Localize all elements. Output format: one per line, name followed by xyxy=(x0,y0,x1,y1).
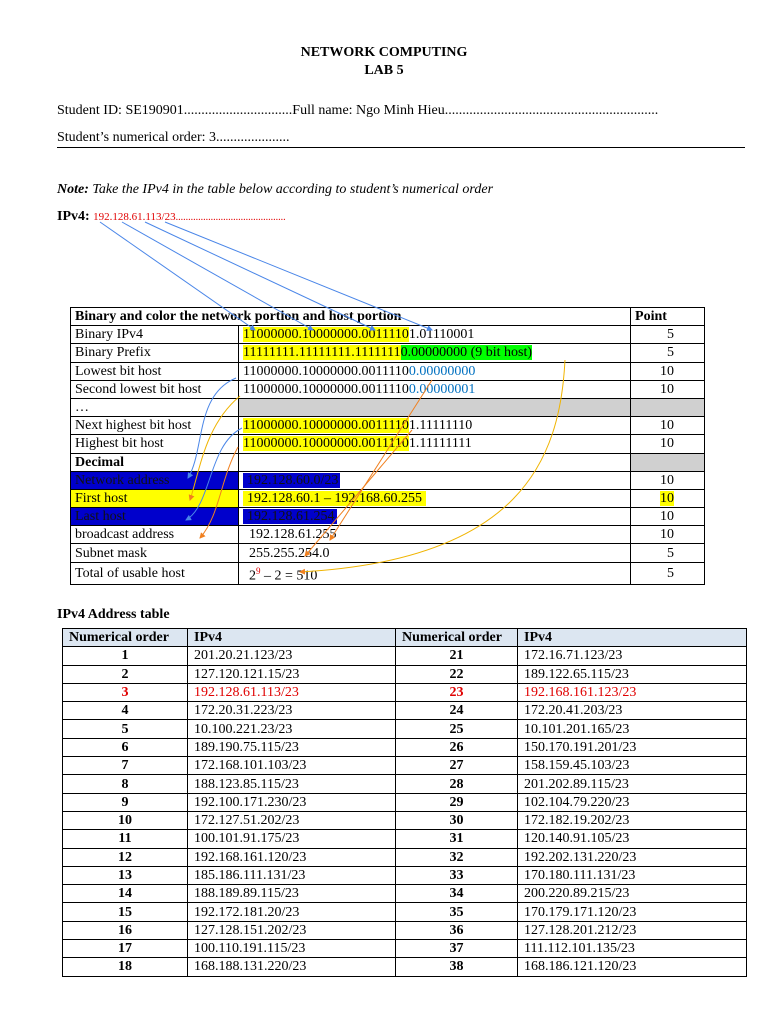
page-title: NETWORK COMPUTING xyxy=(300,45,468,60)
note-label: Note: xyxy=(57,182,89,197)
order-cell: 26 xyxy=(396,738,518,756)
row-label: Subnet mask xyxy=(71,544,239,562)
row-first-host xyxy=(71,489,705,507)
row-broadcast xyxy=(71,526,705,544)
order-cell: 29 xyxy=(396,793,518,811)
order-cell: 2 xyxy=(63,665,188,683)
table-row xyxy=(63,702,747,720)
order-cell: 14 xyxy=(63,885,188,903)
decimal-fill xyxy=(631,453,705,471)
ipv4-cell: 188.189.89.115/23 xyxy=(188,885,396,903)
column-header: Numerical order xyxy=(396,629,518,647)
ipv4-cell: 10.101.201.165/23 xyxy=(518,720,747,738)
row-point: 10 xyxy=(631,417,705,435)
row-binary-ipv4 xyxy=(71,326,705,344)
order-cell: 18 xyxy=(63,958,188,976)
table-row xyxy=(63,903,747,921)
host-portion: 0.00000001 xyxy=(408,381,476,397)
ipv4-cell: 192.128.61.113/23 xyxy=(188,683,396,701)
row-label: Binary Prefix xyxy=(71,344,239,362)
table-row xyxy=(63,793,747,811)
row-last-host xyxy=(71,508,705,526)
order-cell: 36 xyxy=(396,921,518,939)
ipv4-cell: 188.123.85.115/23 xyxy=(188,775,396,793)
network-address-value: 192.128.60.0/23 xyxy=(243,473,340,488)
row-label: Next highest bit host xyxy=(71,417,239,435)
ipv4-cell: 172.20.31.223/23 xyxy=(188,702,396,720)
address-table-body xyxy=(63,647,747,976)
page-subtitle: LAB 5 xyxy=(364,63,404,78)
order-cell: 8 xyxy=(63,775,188,793)
ipv4-cell: 127.128.201.212/23 xyxy=(518,921,747,939)
ipv4-cell: 189.190.75.115/23 xyxy=(188,738,396,756)
row-label: Last host xyxy=(71,508,239,526)
order-cell: 34 xyxy=(396,885,518,903)
note-text: Take the IPv4 in the table below according to student’s numerical order xyxy=(88,182,494,197)
ipv4-cell: 201.20.21.123/23 xyxy=(188,647,396,665)
row-point: 10 xyxy=(631,380,705,398)
ipv4-dots: ............................................ xyxy=(175,212,286,223)
row-point: 5 xyxy=(631,326,705,344)
ipv4-cell: 168.186.121.120/23 xyxy=(518,958,747,976)
row-label: Second lowest bit host xyxy=(71,380,239,398)
row-label: Lowest bit host xyxy=(71,362,239,380)
row-value xyxy=(239,362,631,380)
row-decimal-header xyxy=(71,453,705,471)
host-portion: 0.00000000 xyxy=(408,363,476,379)
table-row xyxy=(63,921,747,939)
table-row xyxy=(63,720,747,738)
row-point xyxy=(631,489,705,507)
ipv4-cell: 185.186.111.131/23 xyxy=(188,866,396,884)
ipv4-cell: 127.120.121.15/23 xyxy=(188,665,396,683)
order-cell: 28 xyxy=(396,775,518,793)
ipv4-cell: 200.220.89.215/23 xyxy=(518,885,747,903)
row-highest-host xyxy=(71,435,705,453)
row-point: 10 xyxy=(631,526,705,544)
row-label: Network address xyxy=(71,471,239,489)
order-cell: 31 xyxy=(396,830,518,848)
network-portion: 11111111.11111111.1111111 xyxy=(243,345,401,361)
order-cell: 9 xyxy=(63,793,188,811)
ellipsis: … xyxy=(71,398,239,416)
row-value xyxy=(239,380,631,398)
ipv4-cell: 172.182.19.202/23 xyxy=(518,811,747,829)
order-cell: 33 xyxy=(396,866,518,884)
order-cell: 4 xyxy=(63,702,188,720)
ipv4-cell: 172.127.51.202/23 xyxy=(188,811,396,829)
network-portion: 11000000.10000000.0011110 xyxy=(243,363,409,379)
row-value xyxy=(239,508,631,526)
row-point: 5 xyxy=(631,344,705,362)
order-cell: 30 xyxy=(396,811,518,829)
row-binary-prefix xyxy=(71,344,705,362)
ipv4-cell: 201.202.89.115/23 xyxy=(518,775,747,793)
row-point: 10 xyxy=(631,362,705,380)
row-value xyxy=(239,326,631,344)
order-cell: 5 xyxy=(63,720,188,738)
host-portion: 0.00000000 (9 bit host) xyxy=(400,345,533,361)
order-cell: 24 xyxy=(396,702,518,720)
table-row xyxy=(63,757,747,775)
power-base: 2 xyxy=(249,568,256,584)
ipv4-cell: 172.16.71.123/23 xyxy=(518,647,747,665)
row-value xyxy=(239,435,631,453)
host-portion: 1.01110001 xyxy=(408,327,475,343)
network-portion: 11000000.10000000.0011110 xyxy=(243,381,409,397)
row-lowest-host xyxy=(71,362,705,380)
ipv4-cell: 192.100.171.230/23 xyxy=(188,793,396,811)
order-cell: 32 xyxy=(396,848,518,866)
ipv4-cell: 192.168.161.123/23 xyxy=(518,683,747,701)
work-table-title: Binary and color the network portion and host portion xyxy=(71,308,631,326)
ipv4-cell: 168.188.131.220/23 xyxy=(188,958,396,976)
ipv4-cell: 189.122.65.115/23 xyxy=(518,665,747,683)
ipv4-cell: 170.179.171.120/23 xyxy=(518,903,747,921)
column-header: IPv4 xyxy=(518,629,747,647)
usable-rest: – 2 = 510 xyxy=(260,568,318,584)
ipv4-line xyxy=(57,209,286,225)
order-cell: 25 xyxy=(396,720,518,738)
first-host-value: 192.128.60.1 – 192.168.60.255 xyxy=(243,491,426,506)
order-cell: 1 xyxy=(63,647,188,665)
row-point: 10 xyxy=(631,471,705,489)
host-portion: 1.11111111 xyxy=(408,436,472,452)
row-point: 5 xyxy=(631,562,705,585)
row-label: broadcast address xyxy=(71,526,239,544)
order-cell: 3 xyxy=(63,683,188,701)
ipv4-cell: 150.170.191.201/23 xyxy=(518,738,747,756)
broadcast-value: 192.128.61.255 xyxy=(239,526,631,544)
ipv4-cell: 192.202.131.220/23 xyxy=(518,848,747,866)
decimal-fill xyxy=(239,453,631,471)
divider xyxy=(57,147,745,148)
order-cell: 21 xyxy=(396,647,518,665)
host-portion: 1.11111110 xyxy=(408,418,473,434)
row-point: 10 xyxy=(631,435,705,453)
order-cell: 23 xyxy=(396,683,518,701)
address-table-title: IPv4 Address table xyxy=(57,607,170,622)
network-portion: 11000000.10000000.0011110 xyxy=(243,418,409,434)
table-row xyxy=(63,811,747,829)
order-cell: 10 xyxy=(63,811,188,829)
order-cell: 38 xyxy=(396,958,518,976)
ipv4-cell: 100.101.91.175/23 xyxy=(188,830,396,848)
point-header: Point xyxy=(631,308,705,326)
table-row xyxy=(63,683,747,701)
ipv4-cell: 120.140.91.105/23 xyxy=(518,830,747,848)
student-id-line: Student ID: SE190901...............................Full name: Ngo Minh Hieu............................................................. xyxy=(57,103,659,118)
ipv4-cell: 172.20.41.203/23 xyxy=(518,702,747,720)
order-cell: 37 xyxy=(396,940,518,958)
order-cell: 11 xyxy=(63,830,188,848)
work-table xyxy=(70,307,705,585)
ipv4-cell: 192.168.161.120/23 xyxy=(188,848,396,866)
student-order-line: Student’s numerical order: 3..................... xyxy=(57,130,290,145)
address-table xyxy=(62,628,747,977)
address-table-header xyxy=(63,629,747,647)
row-value xyxy=(239,344,631,362)
table-row xyxy=(63,665,747,683)
row-subnet-mask xyxy=(71,544,705,562)
order-cell: 12 xyxy=(63,848,188,866)
order-cell: 27 xyxy=(396,757,518,775)
row-usable-hosts xyxy=(71,562,705,585)
note xyxy=(57,182,493,198)
row-point: 10 xyxy=(631,508,705,526)
ipv4-cell: 158.159.45.103/23 xyxy=(518,757,747,775)
order-cell: 17 xyxy=(63,940,188,958)
row-label: Total of usable host xyxy=(71,562,239,585)
row-ellipsis xyxy=(71,398,705,416)
order-cell: 15 xyxy=(63,903,188,921)
ipv4-cell: 127.128.151.202/23 xyxy=(188,921,396,939)
order-cell: 35 xyxy=(396,903,518,921)
table-row xyxy=(63,866,747,884)
row-next-highest-host xyxy=(71,417,705,435)
point-highlight: 10 xyxy=(660,490,675,506)
table-row xyxy=(63,848,747,866)
row-value xyxy=(239,417,631,435)
ipv4-label: IPv4: xyxy=(57,209,90,224)
ipv4-cell: 172.168.101.103/23 xyxy=(188,757,396,775)
table-row xyxy=(63,940,747,958)
order-cell: 7 xyxy=(63,757,188,775)
order-cell: 16 xyxy=(63,921,188,939)
row-value xyxy=(239,471,631,489)
ipv4-cell: 170.180.111.131/23 xyxy=(518,866,747,884)
order-cell: 6 xyxy=(63,738,188,756)
table-row xyxy=(63,885,747,903)
table-row xyxy=(63,775,747,793)
ipv4-value: 192.128.61.113/23 xyxy=(93,211,176,223)
table-row xyxy=(63,647,747,665)
subnet-mask-value: 255.255.254.0 xyxy=(239,544,631,562)
ellipsis-fill xyxy=(631,398,705,416)
last-host-value: 192.128.61.254 xyxy=(243,509,337,524)
ipv4-cell: 10.100.221.23/23 xyxy=(188,720,396,738)
row-point: 5 xyxy=(631,544,705,562)
network-portion: 11000000.10000000.0011110 xyxy=(243,327,409,343)
order-cell: 13 xyxy=(63,866,188,884)
column-header: IPv4 xyxy=(188,629,396,647)
decimal-label: Decimal xyxy=(71,453,239,471)
ipv4-cell: 102.104.79.220/23 xyxy=(518,793,747,811)
row-label: First host xyxy=(71,489,239,507)
row-label: Binary IPv4 xyxy=(71,326,239,344)
usable-hosts-value xyxy=(239,562,631,585)
ipv4-cell: 100.110.191.115/23 xyxy=(188,940,396,958)
row-network-address xyxy=(71,471,705,489)
order-cell: 22 xyxy=(396,665,518,683)
table-row xyxy=(63,958,747,976)
work-table-header xyxy=(71,308,705,326)
column-header: Numerical order xyxy=(63,629,188,647)
table-row xyxy=(63,830,747,848)
ellipsis-fill xyxy=(239,398,631,416)
row-label: Highest bit host xyxy=(71,435,239,453)
network-portion: 11000000.10000000.0011110 xyxy=(243,436,409,452)
ipv4-cell: 192.172.181.20/23 xyxy=(188,903,396,921)
row-second-lowest-host xyxy=(71,380,705,398)
ipv4-cell: 111.112.101.135/23 xyxy=(518,940,747,958)
power-exponent: 9 xyxy=(256,565,261,576)
row-value xyxy=(239,489,631,507)
table-row xyxy=(63,738,747,756)
